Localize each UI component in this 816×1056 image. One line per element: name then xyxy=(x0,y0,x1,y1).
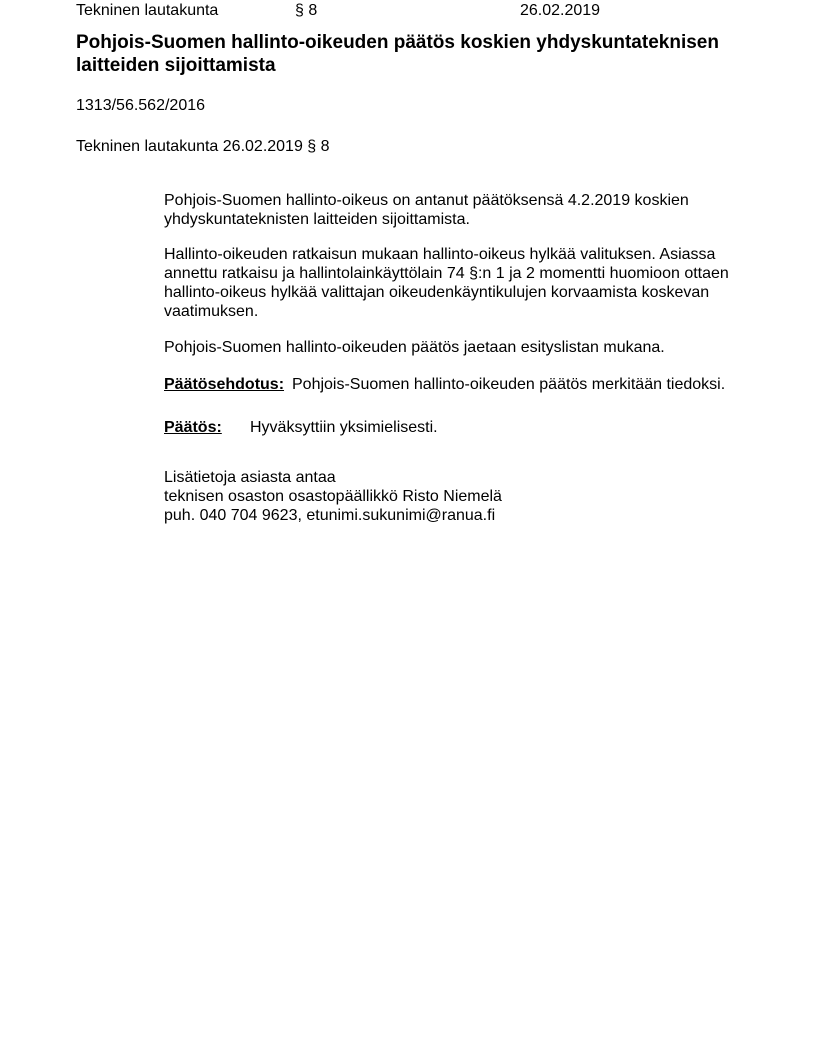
diary-number: 1313/56.562/2016 xyxy=(76,97,206,114)
proposal-row xyxy=(164,375,726,394)
body-paragraph-distribution: Pohjois-Suomen hallinto-oikeuden päätös jaetaan esityslistan mukana. xyxy=(164,339,665,356)
header-date: 26.02.2019 xyxy=(520,2,601,19)
decision-row xyxy=(164,418,438,437)
body-paragraph-ruling-details: Hallinto-oikeuden ratkaisun mukaan hallinto-oikeus hylkää valituksen. Asiassa annettu ratkaisu ja hallintolainkäyttölain 74 §:n 1 ja 2 momentti huomioon ottaen hallinto-oikeus hylkää valittajan oikeudenkäyntikulujen korvaamista koskevan vaatimuksen. xyxy=(164,246,729,320)
contact-block xyxy=(164,468,502,525)
header-committee: Tekninen lautakunta xyxy=(76,2,219,19)
proposal-label: Päätösehdotus: xyxy=(164,376,285,393)
header-section-number: § 8 xyxy=(295,2,318,19)
contact-person-line: teknisen osaston osastopäällikkö Risto Niemelä xyxy=(164,488,502,505)
subheader-committee-date-section: Tekninen lautakunta 26.02.2019 § 8 xyxy=(76,138,330,155)
document-title: Pohjois-Suomen hallinto-oikeuden päätös koskien yhdyskuntateknisen laitteiden sijoittamista xyxy=(76,32,719,76)
contact-phone-email-line: puh. 040 704 9623, etunimi.sukunimi@ranua.fi xyxy=(164,507,496,524)
decision-text: Hyväksyttiin yksimielisesti. xyxy=(250,419,438,436)
decision-label: Päätös: xyxy=(164,419,222,436)
contact-intro-line: Lisätietoja asiasta antaa xyxy=(164,469,336,486)
body-paragraph-decision-received: Pohjois-Suomen hallinto-oikeus on antanut päätöksensä 4.2.2019 koskien yhdyskuntateknisten laitteiden sijoittamista. xyxy=(164,192,689,228)
proposal-text: Pohjois-Suomen hallinto-oikeuden päätös merkitään tiedoksi. xyxy=(292,376,726,393)
